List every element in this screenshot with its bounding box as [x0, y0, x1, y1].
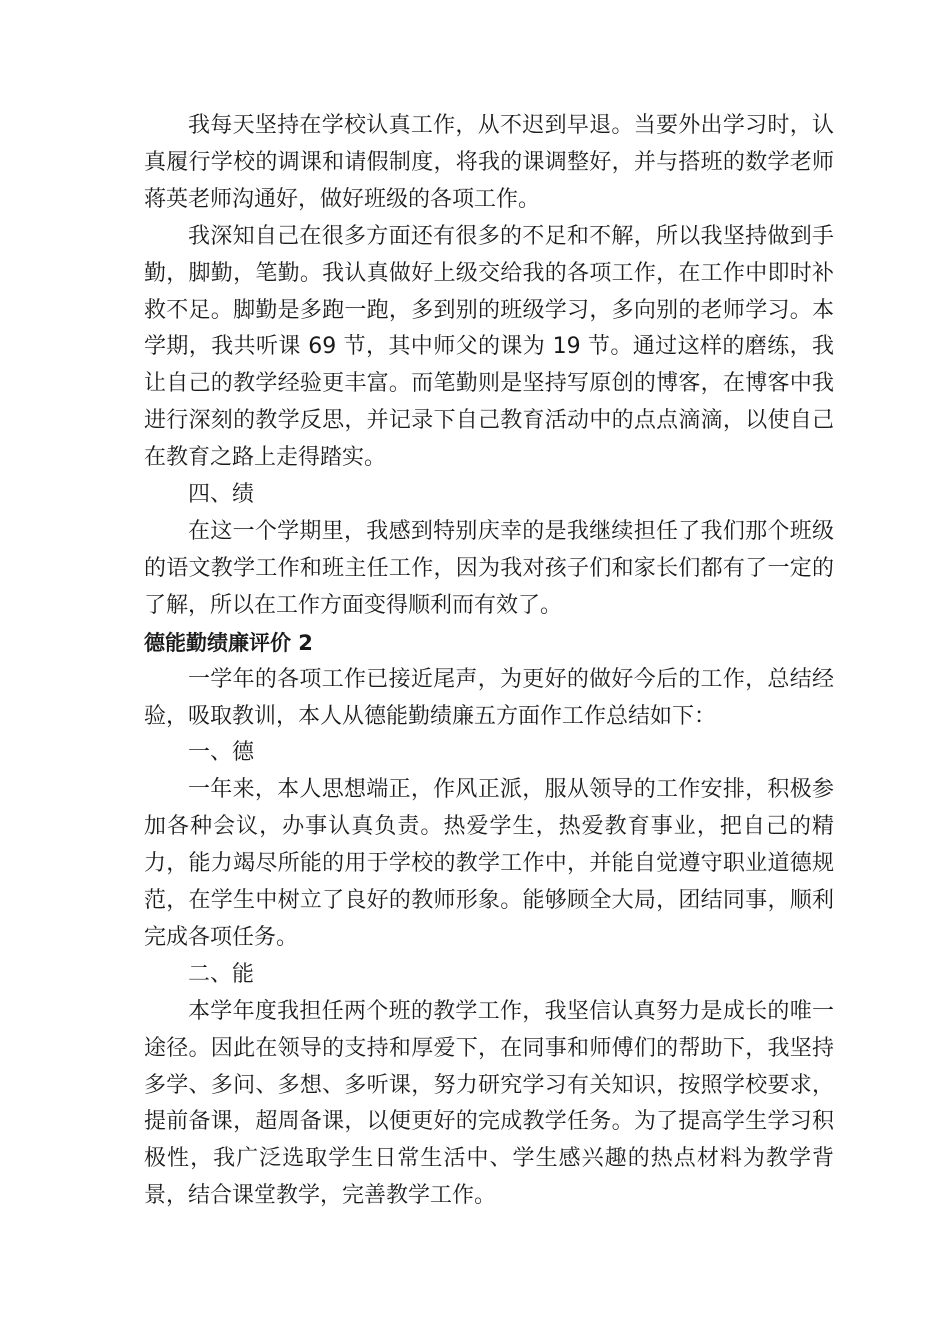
subheading-virtue: 一、德 — [188, 740, 255, 766]
section-heading: 德能勤绩廉评价 2 — [144, 630, 313, 655]
subheading-achievement: 四、绩 — [188, 482, 255, 508]
paragraph-achievement: 在这一个学期里，我感到特别庆幸的是我继续担任了我们那个班级的语文教学工作和班主任工作，因为我对孩子们和家长们都有了一定的了解，所以在工作方面变得顺利而有效了。 — [144, 518, 834, 618]
paragraph-virtue: 一年来，本人思想端正，作风正派，服从领导的工作安排，积极参加各种会议，办事认真负责。热爱学生，热爱教育事业，把自己的精力，能力竭尽所能的用于学校的教学工作中，并能自觉遵守职业道德规范，在学生中树立了良好的教师形象。能够顾全大局，团结同事，顺利完成各项任务。 — [144, 777, 834, 950]
document-page — [144, 108, 834, 1215]
paragraph-intro: 一学年的各项工作已接近尾声，为更好的做好今后的工作，总结经验，吸取教训，本人从德能勤绩廉五方面作工作总结如下： — [144, 666, 834, 729]
paragraph-diligence: 我深知自己在很多方面还有很多的不足和不解，所以我坚持做到手勤，脚勤，笔勤。我认真做好上级交给我的各项工作，在工作中即时补救不足。脚勤是多跑一跑，多到别的班级学习，多向别的老师学习。本学期，我共听课 69 节，其中师父的课为 19 节。通过这样的磨练，我让自己的教学经验更丰富。而笔勤则是坚持写原创的博客，在博客中我进行深刻的教学反思，并记录下自己教育活动中的点点滴滴，以使自己在教育之路上走得踏实。 — [144, 223, 834, 471]
subheading-ability: 二、能 — [188, 961, 255, 987]
paragraph-ability: 本学年度我担任两个班的教学工作，我坚信认真努力是成长的唯一途径。因此在领导的支持和厚爱下，在同事和师傅们的帮助下，我坚持多学、多问、多想、多听课，努力研究学习有关知识，按照学校要求，提前备课，超周备课，以便更好的完成教学任务。为了提高学生学习积极性，我广泛选取学生日常生活中、学生感兴趣的热点材料为教学背景，结合课堂教学，完善教学工作。 — [144, 998, 834, 1209]
paragraph-attendance: 我每天坚持在学校认真工作，从不迟到早退。当要外出学习时，认真履行学校的调课和请假制度，将我的课调整好，并与搭班的数学老师蒋英老师沟通好，做好班级的各项工作。 — [144, 113, 834, 212]
